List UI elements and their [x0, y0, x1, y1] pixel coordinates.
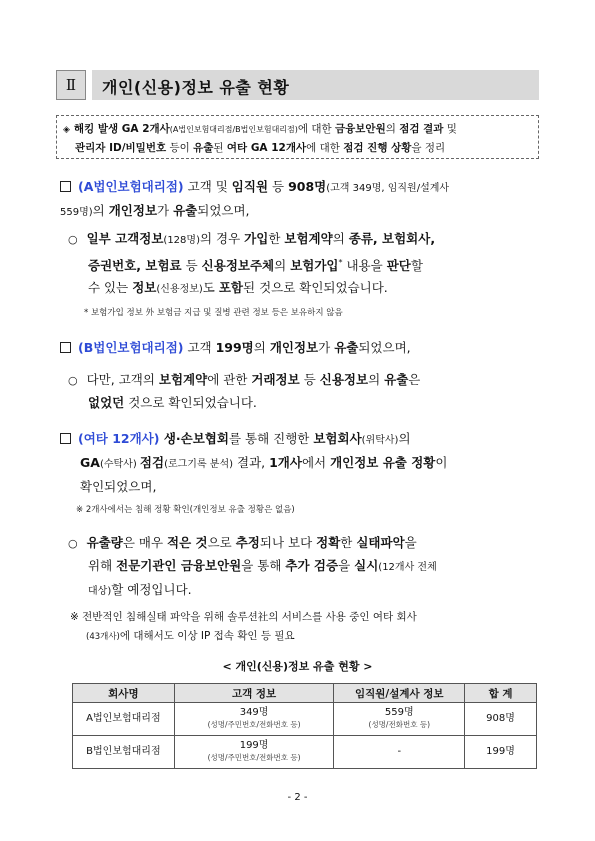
- paragraph-b: [60, 337, 540, 359]
- page-number: - 2 -: [287, 792, 308, 803]
- square-bullet-icon: [60, 181, 71, 192]
- circle-bullet-icon: ○: [68, 374, 78, 387]
- para-span: 없었던: [88, 395, 125, 410]
- para-span: GA: [80, 455, 100, 470]
- para-span: 의: [332, 231, 349, 246]
- para-span: 보험계약: [284, 231, 333, 246]
- para-span: 유출: [334, 340, 359, 355]
- footnote-a: * 보험가입 정보 外 보험금 지급 및 질병 관련 정보 등은 보유하지 않음: [84, 308, 343, 318]
- table-header-row: [73, 684, 537, 703]
- para-span: *: [338, 258, 343, 267]
- para-span: 대상): [88, 586, 112, 597]
- cell-staff: [334, 703, 465, 736]
- summary-span: 에 대한: [306, 142, 344, 154]
- para-span: 위해: [88, 558, 117, 573]
- circle-bullet-icon: ○: [68, 233, 78, 246]
- para-span: 유출: [173, 203, 198, 218]
- leak-status-table: [72, 683, 537, 769]
- company-a-label: (A법인보험대리점): [78, 179, 184, 194]
- para-span: 되나 보다: [259, 535, 317, 550]
- para-span: 포함: [218, 280, 244, 296]
- para-span: 고객 및: [183, 179, 232, 194]
- para-span: 가: [318, 340, 335, 355]
- para-span: 전문기관인 금융보안원: [116, 558, 242, 573]
- para-span: 개인정보: [108, 203, 158, 218]
- summary-span: 여타 GA 12개사: [226, 142, 307, 154]
- para-span: 은 매우: [122, 535, 168, 550]
- para-span: 생·손보협회: [159, 431, 229, 446]
- cell-total: 908명: [465, 703, 537, 736]
- para-span: 신용정보주체: [201, 258, 275, 274]
- para-span: 한: [340, 535, 357, 550]
- para-span: 이: [435, 455, 448, 470]
- paragraph-b-sub: [68, 369, 540, 414]
- summary-box: [56, 115, 539, 159]
- para-span: 신용정보: [319, 372, 369, 387]
- square-bullet-icon: [60, 433, 71, 444]
- para-span: 의: [253, 340, 270, 355]
- para-span: (로그기록 분석): [164, 459, 234, 470]
- footnote-others-1: ※ 2개사에서는 침해 정황 확인(개인정보 유출 정황은 없음): [76, 505, 295, 515]
- section-title: 개인(신용)정보 유출 현황: [102, 78, 290, 97]
- para-span: 내용: [342, 258, 371, 274]
- para-span: 한: [268, 231, 285, 246]
- para-span: 등: [268, 179, 289, 194]
- para-span: 할: [410, 258, 423, 274]
- para-span: 적은 것: [167, 535, 208, 550]
- para-span: 559명): [60, 207, 93, 218]
- para-span: 으로: [207, 535, 236, 550]
- para-span: 의 경우: [199, 231, 245, 246]
- paragraph-a-sub: [68, 228, 540, 301]
- para-span: 보험회사: [313, 431, 362, 446]
- summary-span: 및: [443, 123, 457, 135]
- para-span: 점검: [139, 455, 165, 470]
- para-span: 확인되었으며,: [80, 479, 157, 494]
- section-header: [56, 70, 539, 100]
- para-span: 를 통해 진행한: [228, 431, 314, 446]
- summary-span: 유출: [193, 142, 214, 154]
- para-span: 을: [404, 535, 417, 550]
- cell-customer: [174, 736, 334, 769]
- summary-span: 을 정리: [411, 142, 446, 154]
- header-company: 회사명: [73, 684, 175, 703]
- para-span: 개인정보 유출 정황: [330, 455, 436, 470]
- para-span: 도: [202, 280, 219, 296]
- para-span: 수 있는: [88, 280, 133, 296]
- para-span: 실시: [354, 558, 379, 573]
- summary-span: 등이: [166, 142, 194, 154]
- para-span: (128명): [163, 235, 200, 246]
- customer-note: (성명/주민번호/전화번호 등): [207, 720, 301, 729]
- para-span: 되었으며,: [197, 203, 250, 218]
- summary-span: 점검 진행 상황: [343, 142, 412, 154]
- para-span: 을 통해: [241, 558, 286, 573]
- para-span: 에 관한: [207, 372, 252, 387]
- summary-span: 금융보안원: [335, 123, 386, 135]
- para-span: 에서: [301, 455, 331, 470]
- para-span: 할 예정입니다.: [111, 582, 192, 597]
- para-span: 정보: [132, 280, 157, 296]
- para-span: 가: [157, 203, 174, 218]
- para-span: 보험가입: [290, 258, 339, 274]
- table-row: [73, 736, 537, 769]
- para-span: 등: [181, 258, 202, 274]
- circle-bullet-icon: ○: [68, 537, 78, 550]
- para-span: 의: [398, 431, 411, 446]
- para-span: 유출량: [86, 535, 123, 550]
- para-span: 고객: [183, 340, 216, 355]
- para-span: 거래정보: [251, 372, 300, 387]
- para-span: 의: [368, 372, 385, 387]
- para-span: (고객 349명, 임직원/설계사: [326, 183, 450, 194]
- table-row: [73, 703, 537, 736]
- para-span: 은: [408, 372, 421, 387]
- para-span: (위탁사): [361, 435, 399, 446]
- para-span: 종류, 보험회사,: [348, 231, 436, 246]
- square-bullet-icon: [60, 342, 71, 353]
- summary-span: 점검 결과: [399, 123, 444, 135]
- para-span: 추정: [235, 535, 260, 550]
- para-span: (신용정보): [156, 284, 203, 296]
- para-span: 증권번호, 보험료: [88, 258, 182, 274]
- cell-total: 199명: [465, 736, 537, 769]
- para-span: 다만, 고객의: [86, 372, 159, 387]
- para-span: (수탁사): [99, 459, 140, 470]
- para-span: 가입: [244, 231, 269, 246]
- para-span: 정확: [316, 535, 341, 550]
- para-span: 판단: [386, 258, 411, 274]
- customer-note: (성명/주민번호/전화번호 등): [207, 753, 301, 762]
- para-span: 임직원: [231, 179, 269, 194]
- summary-span: 의: [385, 123, 400, 135]
- para-span: 을: [338, 558, 355, 573]
- para-span: 된 것으로 확인되었습니다.: [243, 280, 388, 296]
- company-b-label: (B법인보험대리점): [78, 340, 184, 355]
- para-span: 유출: [384, 372, 409, 387]
- table-caption: < 개인(신용)정보 유출 현황 >: [222, 660, 373, 673]
- para-span: 실태파악: [356, 535, 405, 550]
- staff-count: 559명: [384, 707, 414, 718]
- section-number: Ⅱ: [56, 70, 86, 100]
- para-span: (12개사 전체: [378, 562, 437, 573]
- summary-span: 해킹 발생 GA 2개사: [73, 123, 170, 135]
- para-span: 결과,: [233, 455, 270, 470]
- para-span: 등: [299, 372, 320, 387]
- header-customer: 고객 정보: [174, 684, 334, 703]
- customer-count: 199명: [239, 740, 269, 751]
- para-span: 것으로 확인되었습니다.: [124, 395, 257, 410]
- cell-company: B법인보험대리점: [73, 736, 175, 769]
- others-label: (여타 12개사): [78, 431, 160, 446]
- header-staff: 임직원/설계사 정보: [334, 684, 465, 703]
- summary-text: [63, 120, 533, 157]
- para-span: 의: [274, 258, 291, 274]
- footnote-others-2: [70, 608, 540, 647]
- para-span: 보험계약: [158, 372, 208, 387]
- cell-staff: -: [334, 736, 465, 769]
- para-span: 추가 검증: [285, 558, 339, 573]
- para-span: 을: [370, 258, 387, 274]
- staff-note: (성명/전화번호 등): [368, 720, 430, 729]
- paragraph-a: [60, 176, 540, 224]
- para-span: 되었으며,: [358, 340, 411, 355]
- cell-company: A법인보험대리점: [73, 703, 175, 736]
- para-span: 199명: [215, 340, 254, 355]
- cell-customer: [174, 703, 334, 736]
- summary-span: 에 대한: [297, 123, 335, 135]
- para-span: 개인정보: [269, 340, 319, 355]
- para-span: 1개사: [269, 455, 302, 470]
- paragraph-others: [60, 428, 540, 498]
- para-span: 의: [92, 203, 109, 218]
- summary-span: (A법인보험대리점/B법인보험대리점): [169, 125, 298, 134]
- para-span: 일부 고객정보: [86, 231, 164, 246]
- paragraph-others-sub: [68, 532, 540, 603]
- footnote-span: 에 대해서도 이상 IP 접속 확인 등 필요: [119, 630, 295, 642]
- customer-count: 349명: [239, 707, 269, 718]
- para-span: 908명: [288, 179, 327, 194]
- header-total: 합 계: [465, 684, 537, 703]
- summary-span: 관리자 ID/비밀번호: [75, 142, 167, 154]
- summary-span: 된: [213, 142, 227, 154]
- footnote-span: (43개사): [86, 632, 120, 642]
- footnote-span: ※ 전반적인 침해실태 파악을 위해 솔루션社의 서비스를 사용 중인 여타 회사: [70, 611, 417, 623]
- diamond-bullet-icon: ◈: [63, 125, 70, 135]
